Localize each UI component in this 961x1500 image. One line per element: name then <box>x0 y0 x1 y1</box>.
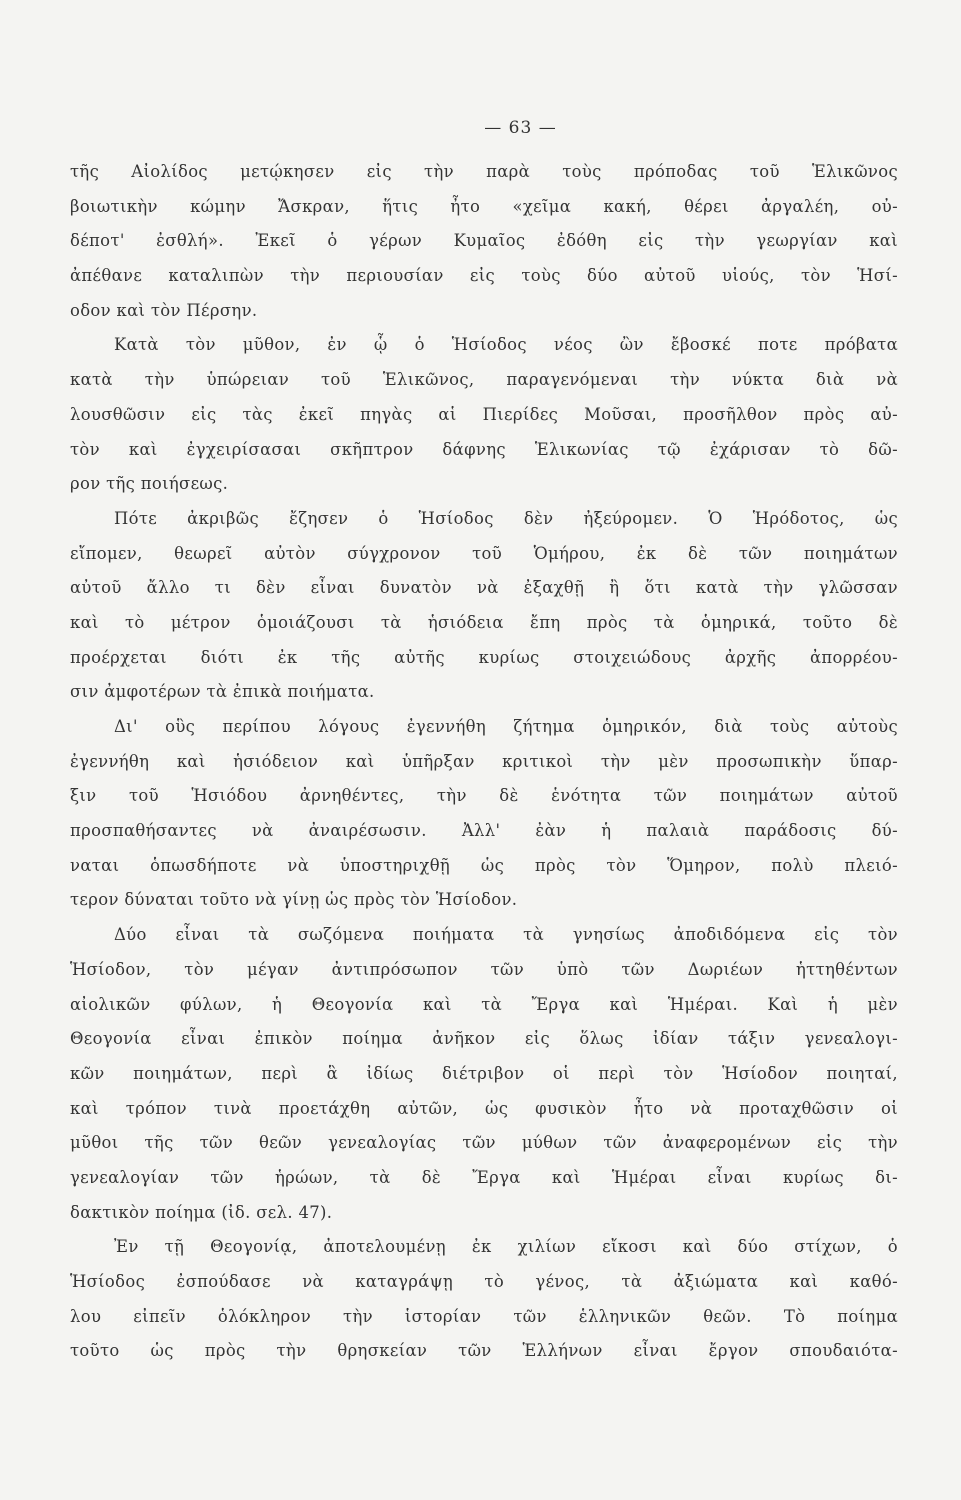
text-line: καὶ τὸ μέτρον ὁμοιάζουσι τὰ ἡσιόδεια ἔπη πρὸς τὰ ὁμηρικά, τοῦτο δὲ <box>70 612 898 632</box>
text-line: προέρχεται διότι ἐκ τῆς αὐτῆς κυρίως στοιχειώδους ἀρχῆς ἀπορρέου- <box>70 647 898 667</box>
text-line: βοιωτικὴν κώμην Ἄσκραν, ἥτις ἦτο «χεῖμα κακή, θέρει ἀργαλέη, οὐ- <box>70 196 898 216</box>
text-line: τερον δύναται τοῦτο νὰ γίνῃ ὡς πρὸς τὸν Ἡσίοδον. <box>70 890 518 910</box>
text-line: ναται ὁπωσδήποτε νὰ ὑποστηριχθῇ ὡς πρὸς τὸν Ὅμηρον, πολὺ πλειό- <box>70 855 898 875</box>
text-line: Δι' οὓς περίπου λόγους ἐγεννήθη ζήτημα ὁμηρικόν, διὰ τοὺς αὐτοὺς <box>114 717 898 736</box>
text-line: ρον τῆς ποιήσεως. <box>70 474 229 494</box>
text-line: οδον καὶ τὸν Πέρσην. <box>70 300 258 320</box>
text-line: ξιν τοῦ Ἡσιόδου ἀρνηθέντες, τὴν δὲ ἑνότητα τῶν ποιημάτων αὐτοῦ <box>70 786 898 806</box>
text-line: κῶν ποιημάτων, περὶ ἃ ἰδίως διέτριβον οἱ περὶ τὸν Ἡσίοδον ποιηταί, <box>70 1063 898 1083</box>
text-line: λουσθῶσιν εἰς τὰς ἐκεῖ πηγὰς αἱ Πιερίδες Μοῦσαι, προσῆλθον πρὸς αὐ- <box>70 404 898 424</box>
text-line: Ἡσίοδος ἐσπούδασε νὰ καταγράψῃ τὸ γένος, τὰ ἀξιώματα καὶ καθό- <box>70 1272 898 1291</box>
text-line: καὶ τρόπον τινὰ προετάχθη αὐτῶν, ὡς φυσικὸν ἦτο νὰ προταχθῶσιν οἱ <box>70 1098 898 1118</box>
text-line: αὐτοῦ ἄλλο τι δὲν εἶναι δυνατὸν νὰ ἐξαχθῇ ἢ ὅτι κατὰ τὴν γλῶσσαν <box>70 578 898 598</box>
text-line: τῆς Αἰολίδος μετῴκησεν εἰς τὴν παρὰ τοὺς πρόποδας τοῦ Ἑλικῶνος <box>70 162 898 181</box>
text-line: αἰολικῶν φύλων, ἡ Θεογονία καὶ τὰ Ἔργα καὶ Ἡμέραι. Καὶ ἡ μὲν <box>70 994 898 1014</box>
text-line: εἴπομεν, θεωρεῖ αὐτὸν σύγχρονον τοῦ Ὁμήρου, ἐκ δὲ τῶν ποιημάτων <box>70 543 898 563</box>
text-line: Ἡσίοδον, τὸν μέγαν ἀντιπρόσωπον τῶν ὑπὸ τῶν Δωριέων ἡττηθέντων <box>70 959 898 979</box>
text-line: Κατὰ τὸν μῦθον, ἐν ᾧ ὁ Ἡσίοδος νέος ὢν ἔβοσκέ ποτε πρόβατα <box>114 335 898 355</box>
body-text <box>70 155 898 1369</box>
page-number: — 63 — <box>484 118 557 138</box>
text-line: γενεαλογίαν τῶν ἡρώων, τὰ δὲ Ἔργα καὶ Ἡμέραι εἶναι κυρίως δι- <box>70 1167 898 1187</box>
text-line: Θεογονία εἶναι ἐπικὸν ποίημα ἀνῆκον εἰς ὅλως ἰδίαν τάξιν γενεαλογι- <box>70 1029 898 1049</box>
text-line: δέποτ' ἐσθλή». Ἐκεῖ ὁ γέρων Κυμαῖος ἐδόθη εἰς τὴν γεωργίαν καὶ <box>70 231 898 251</box>
text-line: ἐγεννήθη καὶ ἡσιόδειον καὶ ὑπῆρξαν κριτικοὶ τὴν μὲν προσωπικὴν ὕπαρ- <box>70 751 898 771</box>
text-line: Δύο εἶναι τὰ σωζόμενα ποιήματα τὰ γνησίως ἀποδιδόμενα εἰς τὸν <box>114 925 898 945</box>
text-line: σιν ἀμφοτέρων τὰ ἐπικὰ ποιήματα. <box>70 682 375 702</box>
text-line: ἀπέθανε καταλιπὼν τὴν περιουσίαν εἰς τοὺς δύο αὐτοῦ υἱούς, τὸν Ἡσί- <box>70 266 898 286</box>
text-line: μῦθοι τῆς τῶν θεῶν γενεαλογίας τῶν μύθων τῶν ἀναφερομένων εἰς τὴν <box>70 1133 898 1153</box>
text-line: Ἐν τῇ Θεογονίᾳ, ἀποτελουμένῃ ἐκ χιλίων εἴκοσι καὶ δύο στίχων, ὁ <box>114 1237 898 1257</box>
text-line: κατὰ τὴν ὑπώρειαν τοῦ Ἑλικῶνος, παραγενόμεναι τὴν νύκτα διὰ νὰ <box>70 370 898 390</box>
text-line: Πότε ἀκριβῶς ἔζησεν ὁ Ἡσίοδος δὲν ἠξεύρομεν. Ὁ Ἡρόδοτος, ὡς <box>114 508 898 528</box>
text-line: τὸν καὶ ἐγχειρίσασαι σκῆπτρον δάφνης Ἑλικωνίας τῷ ἐχάρισαν τὸ δῶ- <box>70 439 898 459</box>
text-line: προσπαθήσαντες νὰ ἀναιρέσωσιν. Ἀλλ' ἐὰν ἡ παλαιὰ παράδοσις δύ- <box>70 821 898 841</box>
text-line: δακτικὸν ποίημα (ἰδ. σελ. 47). <box>70 1202 333 1222</box>
text-line: λου εἰπεῖν ὁλόκληρον τὴν ἱστορίαν τῶν ἑλληνικῶν θεῶν. Τὸ ποίημα <box>70 1306 898 1326</box>
text-line: τοῦτο ὡς πρὸς τὴν θρησκείαν τῶν Ἑλλήνων εἶναι ἔργον σπουδαιότα- <box>70 1341 898 1361</box>
